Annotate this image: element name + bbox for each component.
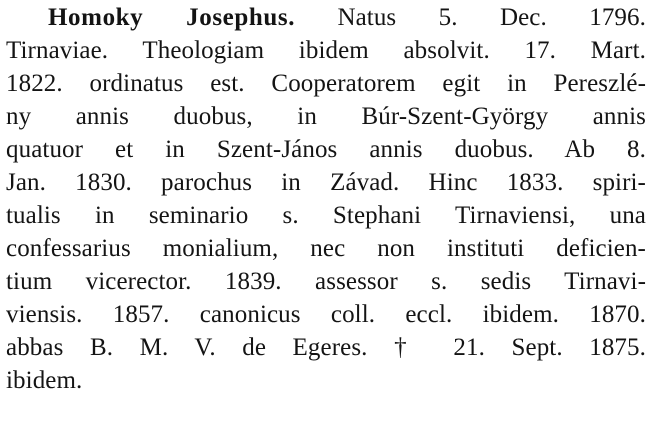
entry-line-8: confessarius monialium, nec non instituti deficien- xyxy=(6,235,646,262)
entry-name: Homoky Josephus. xyxy=(48,4,296,31)
entry-line-11: abbas B. M. V. de Egeres. † 21. Sept. 1875. xyxy=(6,334,646,361)
entry-line-12: ibidem. xyxy=(6,367,83,394)
entry-text: Natus 5. Dec. 1796. xyxy=(337,4,646,31)
entry-line-9: tium vicerector. 1839. assessor s. sedis Tirnavi- xyxy=(6,268,646,295)
entry-line-7: tualis in seminario s. Stephani Tirnaviensi, una xyxy=(6,202,646,229)
entry-line-6: Jan. 1830. parochus in Závad. Hinc 1833. spiri- xyxy=(6,169,646,196)
entry-line-2: Tirnaviae. Theologiam ibidem absolvit. 17. Mart. xyxy=(6,37,646,64)
entry-line-10: viensis. 1857. canonicus coll. eccl. ibidem. 1870. xyxy=(6,301,646,328)
entry-line-5: quatuor et in Szent-János annis duobus. Ab 8. xyxy=(6,136,646,163)
entry-line-1 xyxy=(48,2,646,34)
entry-line-3: 1822. ordinatus est. Cooperatorem egit in Pereszlé- xyxy=(6,70,646,97)
entry-line-4: ny annis duobus, in Búr-Szent-György annis xyxy=(6,103,646,130)
